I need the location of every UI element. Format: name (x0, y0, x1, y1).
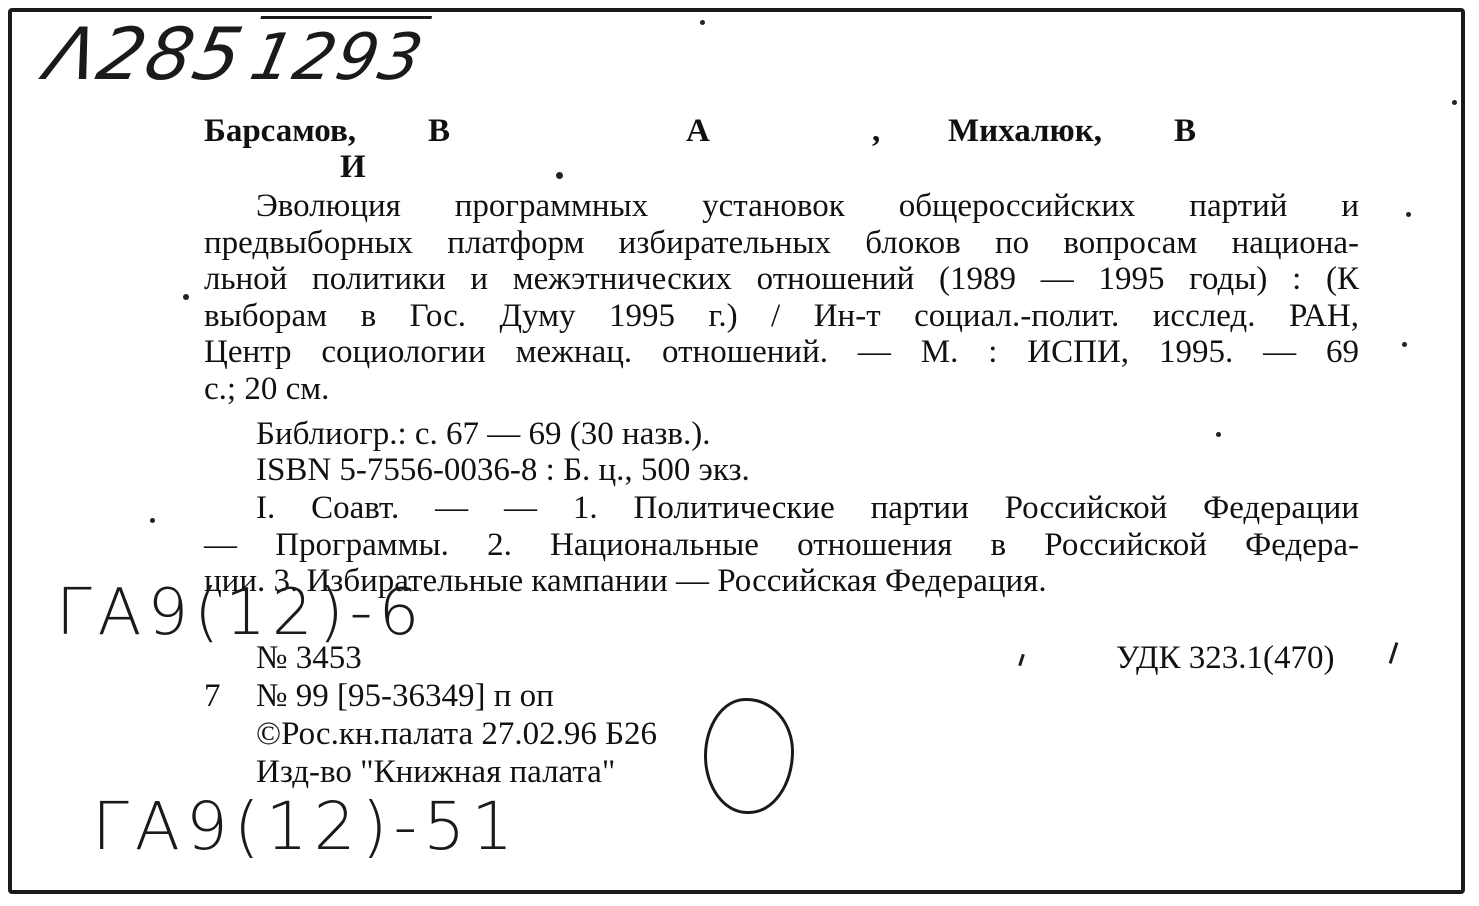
author-2-initial-second: И (340, 149, 366, 185)
title-description (204, 188, 1359, 407)
handwritten-class-mark: ГА9(12)-6 (56, 576, 426, 650)
title-line: Центр социологии межнац. отношений. — М. : ИСПИ, 1995. — 69 (204, 334, 1359, 370)
ink-speck (1452, 100, 1457, 105)
ink-speck (700, 20, 705, 25)
author-1-initial-second: А (686, 113, 710, 149)
author-2-surname: Михалюк, (948, 113, 1103, 149)
shelf-number-main: Λ285 (39, 12, 252, 96)
print-code: № 99 [95-36349] п оп (256, 678, 554, 714)
ink-speck (150, 518, 155, 523)
title-line: Эволюция программных установок общероссийских партий и (256, 188, 1359, 224)
title-line: льной политики и межэтнических отношений (1989 — 1995 годы) : (К (204, 261, 1359, 297)
ink-speck (1402, 342, 1407, 347)
publisher-line: Изд-во "Книжная палата" (256, 754, 616, 790)
subject-line: — Программы. 2. Национальные отношения в Российской Федера- (204, 526, 1359, 563)
bibliography-note: Библиогр.: с. 67 — 69 (30 назв.). (256, 416, 711, 452)
ink-speck (183, 294, 189, 300)
ink-speck (1406, 212, 1411, 217)
author-1-initial-first: В (428, 113, 451, 149)
title-line: выборам в Гос. Думу 1995 г.) / Ин-т социал.-полит. исслед. РАН, (204, 297, 1359, 334)
ink-speck (556, 172, 563, 179)
title-line: с.; 20 см. (204, 370, 330, 407)
handwritten-class-mark-second: ГА9(12)-51 (92, 788, 520, 865)
ink-speck (1216, 432, 1221, 437)
isbn-line: ISBN 5-7556-0036-8 : Б. ц., 500 экз. (256, 452, 750, 488)
record-number: № 3453 (256, 640, 362, 676)
handwritten-shelf-number (39, 12, 432, 96)
author-line (204, 114, 1204, 154)
shelf-number-denominator: 1293 (244, 16, 432, 95)
subject-line: I. Соавт. — — 1. Политические партии Российской Федерации (256, 490, 1359, 526)
subject-line: ции. 3. Избирательные кампании — Российская Федерация. (204, 563, 1047, 599)
book-chamber-line: ©Рос.кн.палата 27.02.96 Б26 (256, 716, 658, 752)
udc-code: УДК 323.1(470) (1116, 640, 1335, 676)
author-1-surname: Барсамов, (204, 113, 357, 149)
author-separator: , (872, 113, 881, 149)
title-line: предвыборных платформ избирательных блоков по вопросам национа- (204, 224, 1359, 261)
author-2-initial-first: В (1174, 113, 1197, 149)
print-code-prefix: 7 (204, 678, 221, 714)
